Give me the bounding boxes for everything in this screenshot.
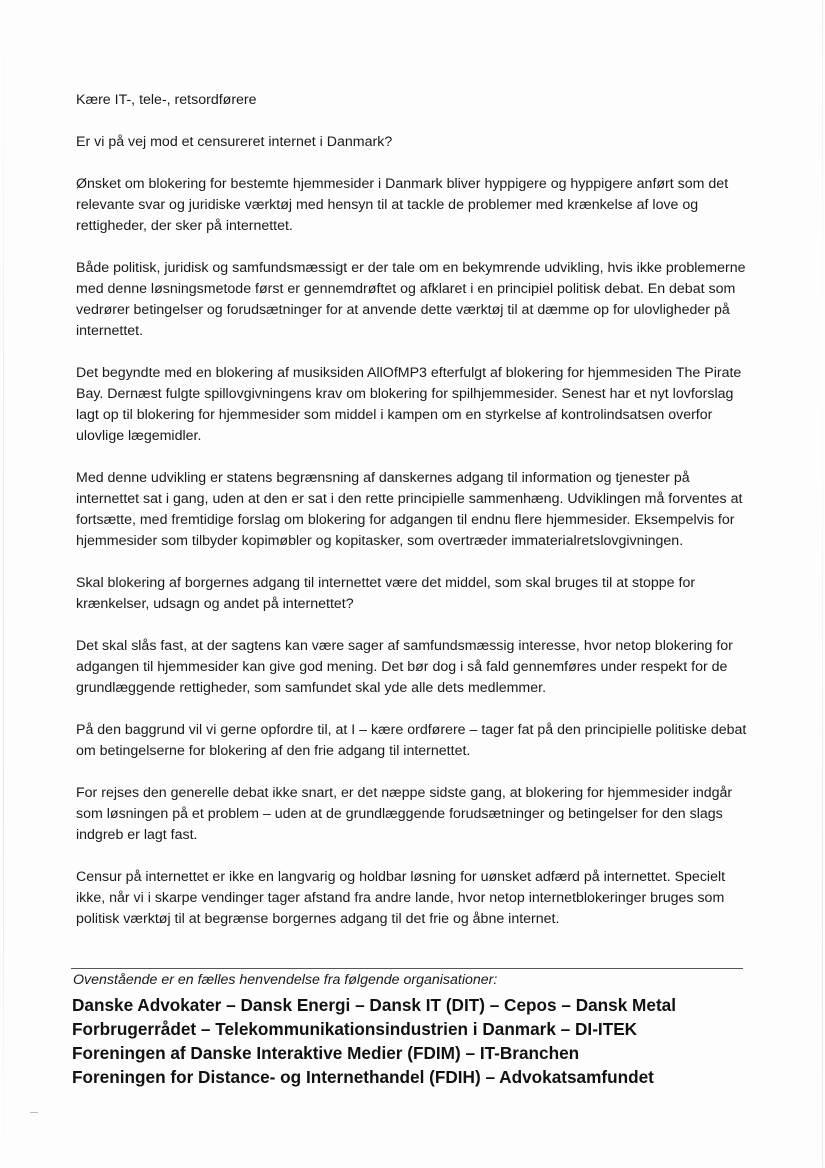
letter-paragraph: På den baggrund vil vi gerne opfordre til, at I – kære ordførere – tager fat på den principielle politiske debat om betingelserne for blokering af den frie adgang til internettet. <box>76 722 747 759</box>
scan-edge-left <box>3 0 4 1168</box>
organization-line: Foreningen for Distance- og Internethandel (FDIH) – Advokatsamfundet <box>72 1067 654 1087</box>
letter-paragraph: Med denne udvikling er statens begrænsning af danskernes adgang til information og tjenester på internettet sat i gang, uden at den er sat i den rette principielle sammenhæng. Udviklingen må forventes at fortsætte, med fremtidige forslag om blokering for adgangen til endnu flere hjemmesider. Eksempelvis for hjemmesider som tilbyder kopimøbler og kopitasker, som overtræder immaterialretslovgivningen. <box>76 470 743 549</box>
scan-edge-right <box>822 0 823 1168</box>
letter-paragraph: For rejses den generelle debat ikke snart, er det næppe sidste gang, at blokering for hjemmesider indgår som løsningen på et problem – uden at de grundlæggende forudsætninger og betingelser for den slags indgreb er lagt fast. <box>76 785 733 843</box>
letter-salutation: Kære IT-, tele-, retsordførere <box>76 92 257 108</box>
letter-paragraph: Det begyndte med en blokering af musiksiden AllOfMP3 efterfulgt af blokering for hjemmesiden The Pirate Bay. Dernæst fulgte spillovgivningens krav om blokering for spilhjemmesider. Senest har et nyt lovforslag lagt op til blokering for hjemmesider som middel i kampen om en styrkelse af kontrolindsatsen overfor ulovlige lægemidler. <box>76 365 742 444</box>
footer-intro: Ovenstående er en fælles henvendelse fra følgende organisationer: <box>73 972 498 988</box>
letter-question: Er vi på vej mod et censureret internet i Danmark? <box>76 134 393 150</box>
footer-divider <box>71 968 743 969</box>
organization-line: Foreningen af Danske Interaktive Medier (FDIM) – IT-Branchen <box>72 1043 580 1063</box>
scan-mark <box>30 1112 38 1113</box>
letter-paragraph: Skal blokering af borgernes adgang til internettet være det middel, som skal bruges til at stoppe for krænkelser, udsagn og andet på internettet? <box>76 575 696 612</box>
letter-paragraph: Ønsket om blokering for bestemte hjemmesider i Danmark bliver hyppigere og hyppigere anført som det relevante svar og juridiske værktøj med hensyn til at tackle de problemer med krænkelse af love og rettigheder, der sker på internettet. <box>76 176 729 234</box>
organization-line: Forbrugerrådet – Telekommunikationsindustrien i Danmark – DI-ITEK <box>72 1019 638 1039</box>
letter-paragraph: Både politisk, juridisk og samfundsmæssigt er der tale om en bekymrende udvikling, hvis ikke problemerne med denne løsningsmetode først er gennemdrøftet og afklaret i en principiel politisk debat. En debat som vedrører betingelser og forudsætninger for at anvende dette værktøj til at dæmme op for ulovligheder på internettet. <box>76 260 746 339</box>
organization-line: Danske Advokater – Dansk Energi – Dansk IT (DIT) – Cepos – Dansk Metal <box>72 995 676 1015</box>
letter-body <box>76 90 748 951</box>
organization-list <box>72 993 772 1089</box>
letter-paragraph: Det skal slås fast, at der sagtens kan være sager af samfundsmæssig interesse, hvor netop blokering for adgangen til hjemmesider kan give god mening. Det bør dog i så fald gennemføres under respekt for de grundlæggende rettigheder, som samfundet skal yde alle dets medlemmer. <box>76 638 733 696</box>
letter-paragraph: Censur på internettet er ikke en langvarig og holdbar løsning for uønsket adfærd på internettet. Specielt ikke, når vi i skarpe vendinger tager afstand fra andre lande, hvor netop internetblokeringer bruges som politisk værktøj til at begrænse borgernes adgang til det frie og åbne internet. <box>76 869 726 927</box>
